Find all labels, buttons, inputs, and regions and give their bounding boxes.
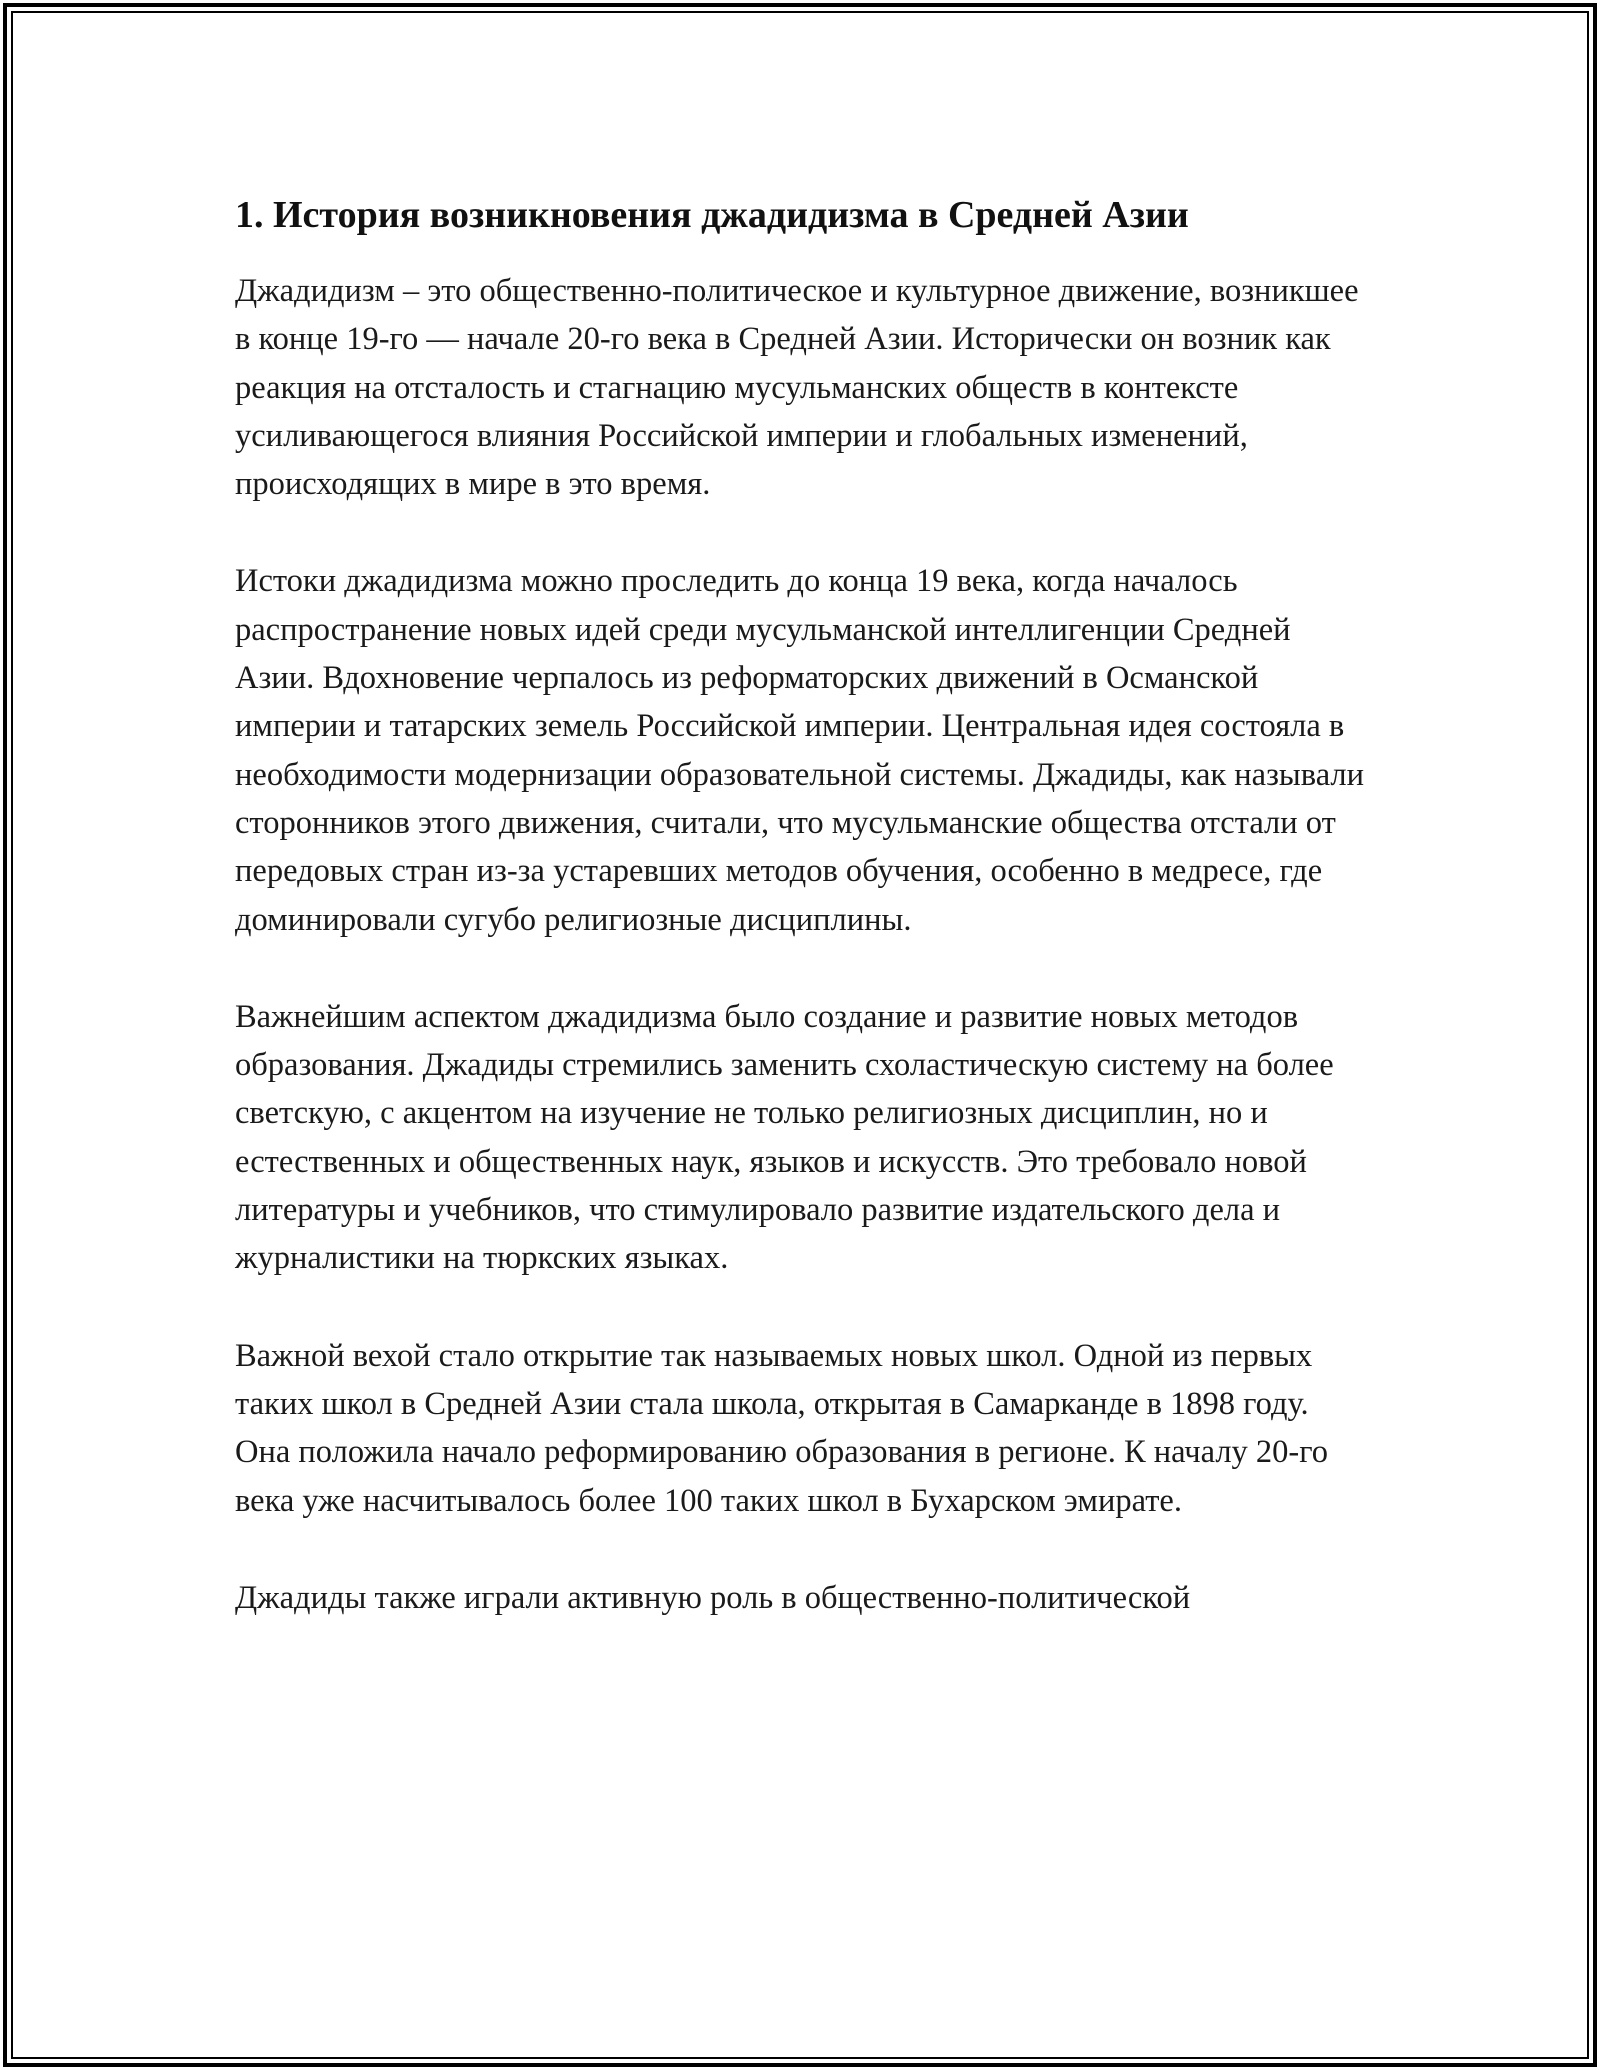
paragraph-4: Важной вехой стало открытие так называемых новых школ. Одной из первых таких школ в Средней Азии стала школа, открытая в Самарканде в 1898 году. Она положила начало реформированию образования в регионе. К началу 20-го века уже насчитывалось более 100 таких школ в Бухарском эмирате. xyxy=(235,1337,1329,1519)
document-body xyxy=(235,187,1365,1671)
paragraph-1: Джадидизм – это общественно-политическое и культурное движение, возникшее в конце 19-го — начале 20-го века в Средней Азии. Исторически он возник как реакция на отсталость и стагнацию мусульманских обществ в контексте усиливающегося влияния Российской империи и глобальных изменений, происходящих в мире в это время. xyxy=(235,273,1359,503)
paragraph-2: Истоки джадидизма можно проследить до конца 19 века, когда началось распространение новых идей среди мусульманской интеллигенции Средней Азии. Вдохновение черпалось из реформаторских движений в Османской империи и татарских земель Российской империи. Центральная идея состояла в необходимости модернизации образовательной системы. Джадиды, как называли сторонников этого движения, считали, что мусульманские общества отстали от передовых стран из-за устаревших методов обучения, особенно в медресе, где доминировали сугубо религиозные дисциплины. xyxy=(235,563,1365,938)
paragraph-3: Важнейшим аспектом джадидизма было создание и развитие новых методов образования. Джадиды стремились заменить схоластическую систему на более светскую, с акцентом на изучение не только религиозных дисциплин, но и естественных и общественных наук, языков и искусств. Это требовало новой литературы и учебников, что стимулировало развитие издательского дела и журналистики на тюркских языках. xyxy=(235,998,1334,1277)
section-heading: 1. История возникновения джадидизма в Средней Азии xyxy=(235,194,1189,236)
paragraph-5: Джадиды также играли активную роль в общественно-политической xyxy=(235,1579,1191,1616)
